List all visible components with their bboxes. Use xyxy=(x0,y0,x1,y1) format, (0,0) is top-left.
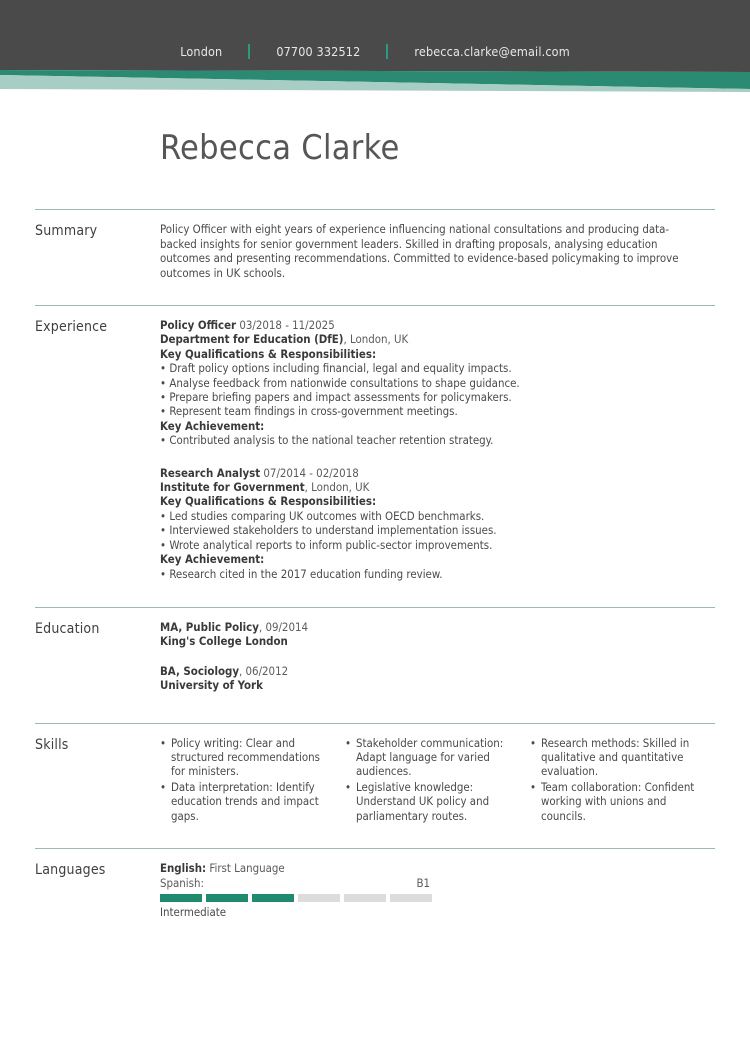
education-date: , 06/2012 xyxy=(239,663,289,678)
section-title-skills: Skills xyxy=(35,736,69,753)
skills-column xyxy=(160,736,345,824)
bullet-icon: • xyxy=(160,779,167,794)
section-skills xyxy=(35,723,715,848)
job-role: Research Analyst xyxy=(160,465,261,480)
bullet-icon: • xyxy=(160,735,167,750)
education-degree: BA, Sociology xyxy=(160,663,240,678)
section-title-experience: Experience xyxy=(35,319,108,336)
achievement-label: Key Achievement: xyxy=(160,552,265,567)
job-role: Policy Officer xyxy=(160,318,237,333)
job-company: Department for Education (DfE) xyxy=(160,332,344,347)
job-company: Institute for Government xyxy=(160,480,305,495)
experience-item xyxy=(160,466,715,581)
language-value: First Language xyxy=(209,860,285,875)
bullet-icon: • xyxy=(345,735,352,750)
job-role-line xyxy=(160,318,715,332)
achievement-bullet: • Research cited in the 2017 education funding review. xyxy=(160,566,443,581)
responsibility-bullet: • Draft policy options including financial, legal and equality impacts. xyxy=(160,361,512,376)
achievement-label: Key Achievement: xyxy=(160,418,265,433)
job-location: , London, UK xyxy=(343,332,409,347)
language-name: Spanish: xyxy=(160,876,204,891)
skills-column xyxy=(345,736,530,824)
section-education xyxy=(35,607,715,723)
section-body-education xyxy=(160,620,715,693)
skill-item xyxy=(345,736,512,779)
skill-text: Data interpretation: Identify education trends and impact gaps. xyxy=(171,779,319,823)
contact-email: rebecca.clarke@email.com xyxy=(414,44,570,59)
section-languages xyxy=(35,848,715,929)
skill-item xyxy=(160,780,327,823)
candidate-name: Rebecca Clarke xyxy=(160,128,400,168)
education-degree-line xyxy=(160,664,715,678)
name-block xyxy=(0,130,750,167)
language-name: English: xyxy=(160,860,207,875)
skill-text: Stakeholder communication: Adapt language for varied audiences. xyxy=(356,735,504,779)
bullet-icon: • xyxy=(345,779,352,794)
education-degree-line xyxy=(160,620,715,634)
page-header xyxy=(0,0,750,92)
contact-bar xyxy=(0,44,750,59)
job-company-line xyxy=(160,332,715,346)
resume-sections xyxy=(0,209,750,929)
section-title-education: Education xyxy=(35,620,100,637)
proficiency-segment-filled xyxy=(252,894,294,902)
section-summary xyxy=(35,209,715,305)
language-first xyxy=(160,861,715,875)
responsibilities-label: Key Qualifications & Responsibilities: xyxy=(160,494,377,509)
education-date: , 09/2014 xyxy=(258,619,309,634)
job-dates: 03/2018 - 11/2025 xyxy=(239,318,335,333)
proficiency-segment-filled xyxy=(206,894,248,902)
responsibilities-label: Key Qualifications & Responsibilities: xyxy=(160,346,377,361)
job-location: , London, UK xyxy=(304,480,370,495)
education-school: King's College London xyxy=(160,634,288,649)
summary-text: Policy Officer with eight years of experience influencing national consultations and producing data-backed insights for senior government leaders. Skilled in drafting proposals, analysing education outcomes and presenting recommendations. Committed to evidence-based policymaking to improve outcomes in UK schools. xyxy=(160,222,679,280)
bullet-icon: • xyxy=(530,779,537,794)
skill-text: Team collaboration: Confident working with unions and councils. xyxy=(541,779,695,823)
skill-text: Policy writing: Clear and structured recommendations for ministers. xyxy=(171,735,320,779)
skills-column xyxy=(530,736,715,824)
section-body-languages xyxy=(160,861,715,919)
language-level-label: Intermediate xyxy=(160,904,227,919)
education-degree: MA, Public Policy xyxy=(160,619,259,634)
section-body-skills xyxy=(160,736,715,824)
education-item xyxy=(160,664,715,693)
job-role-line xyxy=(160,466,715,480)
education-item xyxy=(160,620,715,649)
responsibility-bullet: • Represent team findings in cross-government meetings. xyxy=(160,404,458,419)
achievement-bullet: • Contributed analysis to the national teacher retention strategy. xyxy=(160,433,494,448)
job-dates: 07/2014 - 02/2018 xyxy=(263,465,359,480)
proficiency-segment-empty xyxy=(344,894,386,902)
section-body-summary xyxy=(160,222,715,280)
section-body-experience xyxy=(160,318,715,581)
language-second-row xyxy=(160,876,430,890)
job-company-line xyxy=(160,480,715,494)
skills-columns xyxy=(160,736,715,824)
proficiency-segment-empty xyxy=(298,894,340,902)
proficiency-segment-filled xyxy=(160,894,202,902)
proficiency-segment-empty xyxy=(390,894,432,902)
contact-location: London xyxy=(180,44,223,59)
skill-item xyxy=(530,736,697,779)
skill-item xyxy=(345,780,512,823)
skill-text: Legislative knowledge: Understand UK policy and parliamentary routes. xyxy=(356,779,490,823)
responsibility-bullet: • Prepare briefing papers and impact assessments for policymakers. xyxy=(160,390,512,405)
skill-item xyxy=(160,736,327,779)
skill-item xyxy=(530,780,697,823)
language-proficiency-bar xyxy=(160,894,432,902)
responsibility-bullet: • Led studies comparing UK outcomes with OECD benchmarks. xyxy=(160,508,485,523)
section-title-summary: Summary xyxy=(35,223,98,240)
education-school: University of York xyxy=(160,678,263,693)
bullet-icon: • xyxy=(530,735,537,750)
responsibility-bullet: • Wrote analytical reports to inform public-sector improvements. xyxy=(160,537,493,552)
experience-item xyxy=(160,318,715,448)
contact-phone: 07700 332512 xyxy=(276,44,361,59)
skill-text: Research methods: Skilled in qualitative and quantitative evaluation. xyxy=(541,735,690,779)
responsibility-bullet: • Analyse feedback from nationwide consultations to shape guidance. xyxy=(160,375,520,390)
language-level-code: B1 xyxy=(416,876,430,891)
section-title-languages: Languages xyxy=(35,861,106,878)
responsibility-bullet: • Interviewed stakeholders to understand implementation issues. xyxy=(160,523,497,538)
section-experience xyxy=(35,305,715,607)
